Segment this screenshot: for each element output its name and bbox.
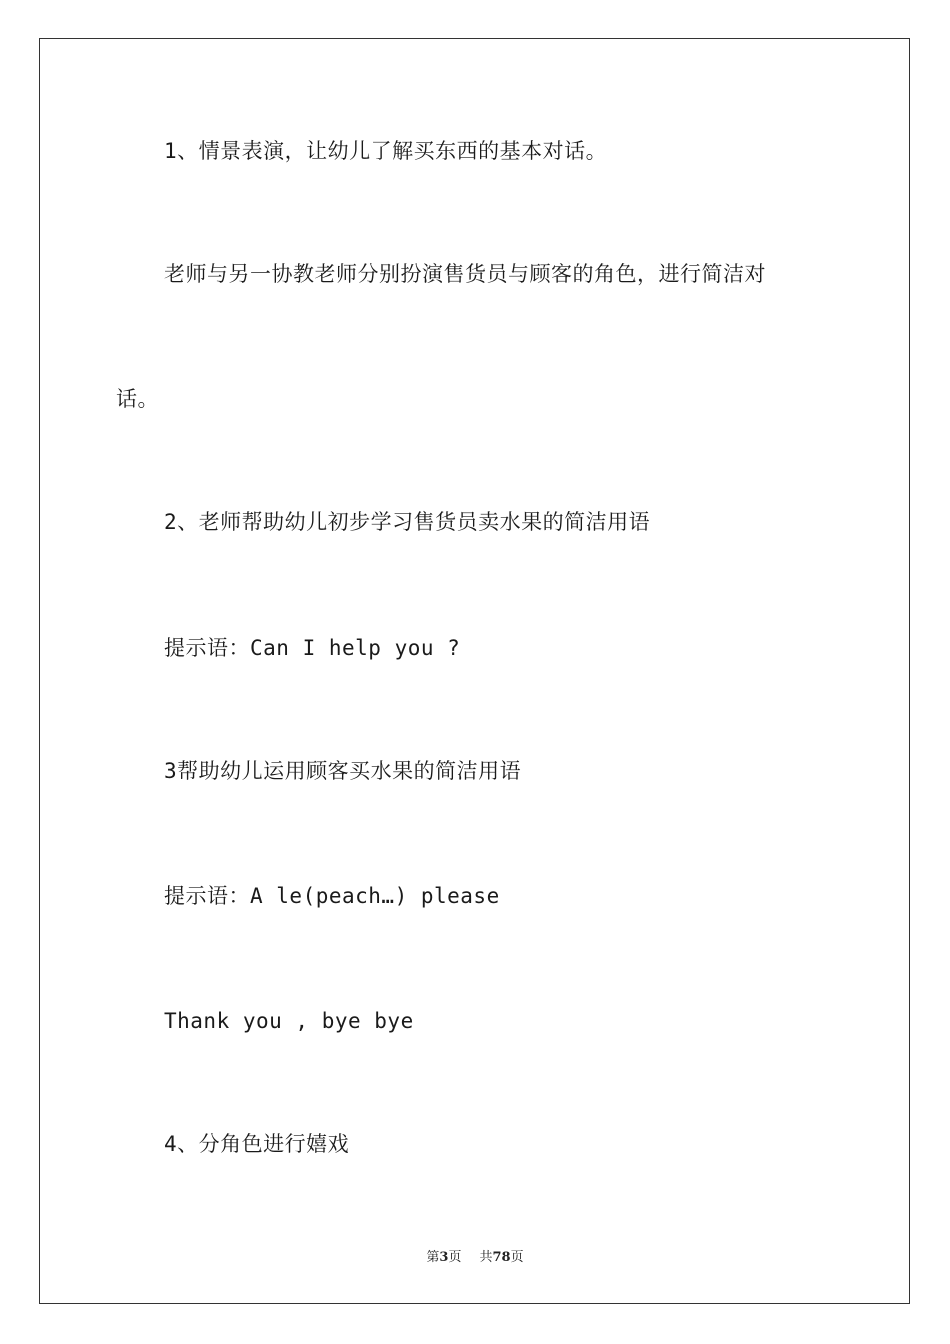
text-line-3: 话。 xyxy=(116,387,159,411)
text-line-2: 老师与另一协教老师分别扮演售货员与顾客的角色，进行简洁对 xyxy=(164,262,766,286)
footer-total-suffix: 页 xyxy=(510,1250,524,1265)
footer-page-prefix: 第 xyxy=(426,1250,440,1265)
text-line-1: 1、情景表演，让幼儿了解买东西的基本对话。 xyxy=(164,139,608,163)
text-line-9: 4、分角色进行嬉戏 xyxy=(164,1132,350,1156)
text-line-5: 提示语：Can I help you ? xyxy=(164,636,461,660)
text-line-8: Thank you , bye bye xyxy=(164,1009,414,1033)
text-line-6: 3帮助幼儿运用顾客买水果的简洁用语 xyxy=(164,759,522,783)
text-line-7: 提示语：A le(peach…) please xyxy=(164,884,500,908)
footer-total-prefix: 共 xyxy=(479,1250,493,1265)
footer-page-number: 3 xyxy=(439,1250,449,1265)
footer-page-suffix: 页 xyxy=(448,1250,462,1265)
footer-total-pages: 78 xyxy=(492,1250,511,1265)
text-line-4: 2、老师帮助幼儿初步学习售货员卖水果的简洁用语 xyxy=(164,510,651,534)
page-footer xyxy=(0,1246,950,1265)
page-border xyxy=(39,38,910,1304)
